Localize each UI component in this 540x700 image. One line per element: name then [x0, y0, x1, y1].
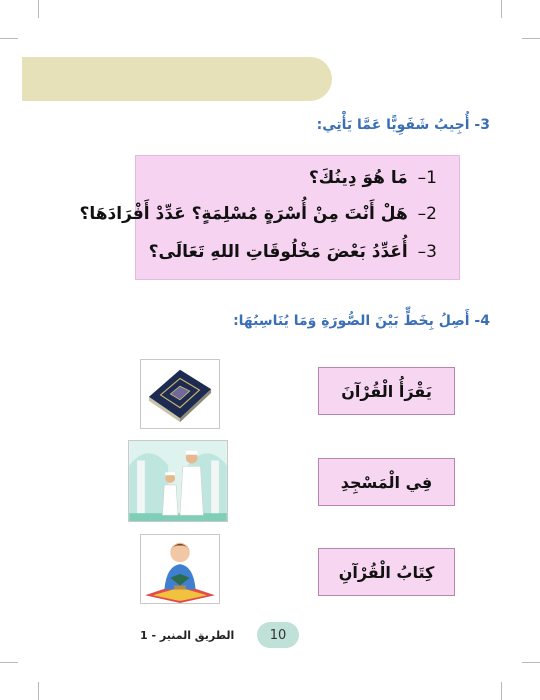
quran-book-image[interactable]: [140, 359, 220, 429]
questions-box: [79, 155, 460, 280]
question-number: 2–: [417, 204, 437, 224]
page-number-badge: [257, 622, 299, 648]
question-3: [149, 242, 437, 262]
question-2: [79, 204, 437, 224]
crop-mark: [501, 0, 502, 18]
answer-text: كِتَابُ الْقُرْآنِ: [338, 562, 435, 582]
question-number: 3–: [417, 242, 437, 262]
crop-mark: [522, 38, 540, 39]
answer-text: فِي الْمَسْجِدِ: [340, 472, 433, 492]
answer-box[interactable]: [318, 458, 455, 506]
exercise-4-heading: 4- أَصِلُ بِخَطٍّ بَيْنَ الصُّورَةِ وَمَا يُنَاسِبُهَا:: [233, 313, 490, 329]
mosque-people-icon: [129, 441, 227, 521]
question-text: أُعَدِّدُ بَعْضَ مَخْلُوقَاتِ اللهِ تَعَالَى؟: [148, 242, 408, 262]
crop-mark: [38, 0, 39, 18]
header-banner: [22, 57, 332, 101]
question-text: مَا هُوَ دِينُكَ؟: [308, 168, 408, 188]
answer-text: يَقْرَأُ الْقُرْآنَ: [341, 381, 432, 401]
crop-mark: [0, 38, 18, 39]
crop-mark: [0, 662, 18, 663]
boy-reading-icon: [141, 535, 219, 603]
page-number: 10: [269, 627, 287, 643]
exercise-3-heading: 3- أُجِيبُ شَفَوِيًّا عَمَّا يَأْتِي:: [316, 117, 490, 133]
mosque-father-son-image[interactable]: [128, 440, 228, 522]
answer-box[interactable]: [318, 548, 455, 596]
quran-book-icon: [141, 360, 219, 428]
book-title: الطريق المنير - 1: [140, 629, 235, 642]
question-text: هَلْ أَنْتَ مِنْ أُسْرَةٍ مُسْلِمَةٍ؟ عَدِّدْ أَفْرَادَهَا؟: [79, 204, 408, 224]
crop-mark: [38, 682, 39, 700]
crop-mark: [522, 662, 540, 663]
answer-box[interactable]: [318, 367, 455, 415]
crop-mark: [501, 682, 502, 700]
boy-reading-quran-image[interactable]: [140, 534, 220, 604]
question-1: [309, 168, 437, 188]
question-number: 1–: [417, 168, 437, 188]
